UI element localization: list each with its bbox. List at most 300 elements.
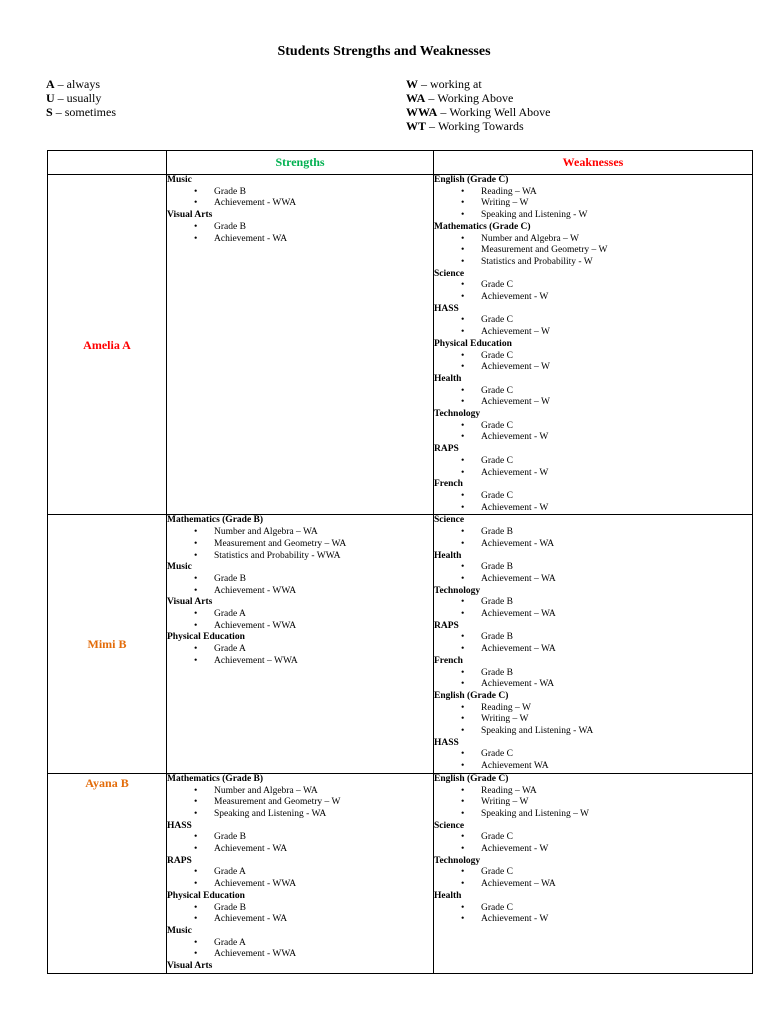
bullet-icon: • bbox=[194, 538, 198, 549]
item-text: Grade C bbox=[481, 902, 513, 913]
bullet-icon: • bbox=[194, 844, 198, 855]
bullet-icon: • bbox=[194, 609, 198, 620]
subject-item bbox=[434, 914, 752, 926]
legend-separator: – bbox=[428, 91, 435, 105]
bullet-icon: • bbox=[461, 679, 465, 690]
subject-item bbox=[434, 245, 752, 257]
subject-heading: Mathematics (Grade B) bbox=[167, 773, 264, 784]
student-name-cell bbox=[48, 773, 167, 973]
legend-item bbox=[406, 91, 551, 105]
subject-heading: Visual Arts bbox=[167, 210, 213, 221]
legend-meaning: always bbox=[66, 77, 100, 91]
bullet-icon: • bbox=[461, 256, 465, 267]
subject-item bbox=[434, 809, 752, 821]
subject-heading: Science bbox=[434, 515, 465, 526]
bullet-icon: • bbox=[461, 397, 465, 408]
item-text: Grade C bbox=[481, 280, 513, 291]
bullet-icon: • bbox=[194, 644, 198, 655]
subject-item bbox=[434, 797, 752, 809]
legend-meaning: Working Towards bbox=[438, 119, 524, 133]
subject-item bbox=[167, 621, 433, 633]
subject-item bbox=[434, 257, 752, 269]
subject-item bbox=[434, 362, 752, 374]
subject-item bbox=[167, 809, 433, 821]
bullet-icon: • bbox=[461, 362, 465, 373]
bullet-icon: • bbox=[461, 867, 465, 878]
subject-item bbox=[167, 867, 433, 879]
subject-item bbox=[434, 867, 752, 879]
item-text: Achievement - W bbox=[481, 432, 549, 443]
subject-item bbox=[434, 703, 752, 715]
item-text: Achievement - WWA bbox=[214, 949, 297, 960]
legend-meaning: usually bbox=[66, 91, 102, 105]
subject-item bbox=[434, 456, 752, 468]
subject-item bbox=[167, 527, 433, 539]
strengths-weaknesses-table bbox=[47, 150, 753, 974]
bullet-icon: • bbox=[461, 538, 465, 549]
bullet-icon: • bbox=[461, 455, 465, 466]
legend-frequency bbox=[46, 77, 116, 119]
strengths-cell bbox=[167, 773, 434, 973]
bullet-icon: • bbox=[194, 867, 198, 878]
item-text: Grade B bbox=[214, 221, 246, 232]
item-text: Achievement - WA bbox=[214, 844, 288, 855]
subject-group bbox=[434, 374, 752, 409]
legend-item bbox=[46, 77, 116, 91]
subject-item bbox=[434, 327, 752, 339]
subject-heading: Visual Arts bbox=[167, 961, 213, 972]
subject-item bbox=[434, 632, 752, 644]
subject-heading: Health bbox=[434, 890, 462, 901]
header-strengths: Strengths bbox=[167, 151, 434, 175]
bullet-icon: • bbox=[461, 644, 465, 655]
subject-item bbox=[167, 222, 433, 234]
subject-group bbox=[434, 774, 752, 821]
subject-heading: Visual Arts bbox=[167, 597, 213, 608]
item-text: Grade A bbox=[214, 644, 246, 655]
bullet-icon: • bbox=[194, 902, 198, 913]
student-name: Mimi B bbox=[87, 637, 127, 652]
subject-item bbox=[434, 468, 752, 480]
item-text: Writing – W bbox=[481, 198, 529, 209]
item-text: Achievement - WWA bbox=[214, 198, 297, 209]
page-title: Students Strengths and Weaknesses bbox=[277, 44, 491, 59]
legend-separator: – bbox=[57, 91, 64, 105]
subject-group bbox=[167, 210, 433, 245]
weaknesses-cell bbox=[434, 515, 753, 773]
subject-item bbox=[434, 679, 752, 691]
subject-group bbox=[434, 339, 752, 374]
bullet-icon: • bbox=[461, 327, 465, 338]
bullet-icon: • bbox=[194, 655, 198, 666]
legend-achievement bbox=[406, 77, 551, 133]
item-text: Writing – W bbox=[481, 714, 529, 725]
header-weaknesses: Weaknesses bbox=[434, 151, 753, 175]
weaknesses-cell bbox=[434, 175, 753, 515]
subject-group bbox=[434, 269, 752, 304]
bullet-icon: • bbox=[461, 350, 465, 361]
item-text: Achievement - W bbox=[481, 502, 549, 513]
item-text: Achievement - WWA bbox=[214, 879, 297, 890]
bullet-icon: • bbox=[461, 844, 465, 855]
item-text: Achievement - WA bbox=[214, 233, 288, 244]
subject-item bbox=[167, 198, 433, 210]
legend-code: W bbox=[406, 77, 418, 91]
strengths-cell bbox=[167, 175, 434, 515]
bullet-icon: • bbox=[194, 573, 198, 584]
bullet-icon: • bbox=[194, 949, 198, 960]
bullet-icon: • bbox=[461, 914, 465, 925]
legend-separator: – bbox=[57, 77, 64, 91]
bullet-icon: • bbox=[194, 797, 198, 808]
item-text: Measurement and Geometry – WA bbox=[214, 538, 347, 549]
item-text: Achievement - W bbox=[481, 467, 549, 478]
item-text: Speaking and Listening - W bbox=[481, 210, 588, 221]
subject-item bbox=[434, 714, 752, 726]
subject-item bbox=[167, 551, 433, 563]
item-text: Grade B bbox=[214, 573, 246, 584]
bullet-icon: • bbox=[461, 902, 465, 913]
item-text: Achievement – WA bbox=[481, 879, 556, 890]
subject-heading: HASS bbox=[167, 820, 192, 831]
subject-heading: Science bbox=[434, 268, 465, 279]
subject-group bbox=[434, 821, 752, 856]
bullet-icon: • bbox=[461, 186, 465, 197]
subject-item bbox=[167, 844, 433, 856]
bullet-icon: • bbox=[194, 914, 198, 925]
subject-heading: English (Grade C) bbox=[434, 773, 509, 784]
item-text: Measurement and Geometry – W bbox=[214, 797, 341, 808]
legend-separator: – bbox=[55, 105, 62, 119]
subject-group bbox=[434, 444, 752, 479]
subject-item bbox=[434, 386, 752, 398]
subject-item bbox=[434, 397, 752, 409]
table-body bbox=[48, 175, 753, 974]
bullet-icon: • bbox=[461, 245, 465, 256]
student-name: Amelia A bbox=[83, 337, 131, 352]
bullet-icon: • bbox=[194, 785, 198, 796]
bullet-icon: • bbox=[461, 714, 465, 725]
bullet-icon: • bbox=[461, 832, 465, 843]
subject-item bbox=[167, 938, 433, 950]
legend-item bbox=[406, 105, 551, 119]
subject-item bbox=[434, 609, 752, 621]
bullet-icon: • bbox=[194, 186, 198, 197]
subject-item bbox=[167, 832, 433, 844]
bullet-icon: • bbox=[461, 597, 465, 608]
item-text: Grade B bbox=[214, 832, 246, 843]
subject-heading: Mathematics (Grade C) bbox=[434, 221, 531, 232]
student-name-cell bbox=[48, 515, 167, 773]
subject-item bbox=[167, 234, 433, 246]
item-text: Grade A bbox=[214, 609, 246, 620]
item-text: Grade A bbox=[214, 937, 246, 948]
legend-meaning: sometimes bbox=[64, 105, 117, 119]
bullet-icon: • bbox=[461, 527, 465, 538]
subject-item bbox=[434, 726, 752, 738]
subject-item bbox=[434, 280, 752, 292]
legend-meaning: Working Above bbox=[437, 91, 514, 105]
bullet-icon: • bbox=[194, 221, 198, 232]
subject-heading: HASS bbox=[434, 737, 459, 748]
subject-group bbox=[434, 304, 752, 339]
subject-item bbox=[434, 539, 752, 551]
weaknesses-cell bbox=[434, 773, 753, 973]
subject-group bbox=[434, 586, 752, 621]
bullet-icon: • bbox=[461, 467, 465, 478]
subject-item bbox=[434, 668, 752, 680]
item-text: Achievement - W bbox=[481, 844, 549, 855]
item-text: Grade B bbox=[481, 527, 513, 538]
subject-heading: Health bbox=[434, 373, 462, 384]
legend-meaning: Working Well Above bbox=[449, 105, 551, 119]
item-text: Statistics and Probability - W bbox=[481, 256, 593, 267]
item-text: Achievement - W bbox=[481, 292, 549, 303]
subject-item bbox=[434, 234, 752, 246]
item-text: Grade C bbox=[481, 749, 513, 760]
bullet-icon: • bbox=[461, 315, 465, 326]
subject-heading: RAPS bbox=[434, 444, 459, 455]
subject-item bbox=[167, 586, 433, 598]
subject-heading: Music bbox=[167, 926, 192, 936]
subject-heading: Mathematics (Grade B) bbox=[167, 515, 264, 526]
subject-item bbox=[434, 761, 752, 773]
bullet-icon: • bbox=[461, 632, 465, 643]
legend-separator: – bbox=[421, 77, 427, 91]
subject-group bbox=[167, 562, 433, 597]
subject-heading: Science bbox=[434, 820, 465, 831]
bullet-icon: • bbox=[461, 609, 465, 620]
item-text: Grade C bbox=[481, 455, 513, 466]
subject-group bbox=[434, 222, 752, 269]
item-text: Achievement - WWA bbox=[214, 585, 297, 596]
item-text: Grade B bbox=[481, 562, 513, 573]
bullet-icon: • bbox=[461, 280, 465, 291]
item-text: Grade B bbox=[481, 632, 513, 643]
legend-item bbox=[46, 91, 116, 105]
subject-heading: RAPS bbox=[434, 620, 459, 631]
subject-item bbox=[167, 879, 433, 891]
item-text: Number and Algebra – WA bbox=[214, 785, 318, 796]
subject-heading: Music bbox=[167, 562, 192, 573]
item-text: Grade C bbox=[481, 350, 513, 361]
item-text: Achievement - WWA bbox=[214, 620, 297, 631]
subject-heading: Physical Education bbox=[167, 632, 245, 643]
bullet-icon: • bbox=[194, 233, 198, 244]
subject-item bbox=[434, 879, 752, 891]
item-text: Reading – W bbox=[481, 702, 531, 713]
subject-item bbox=[167, 574, 433, 586]
item-text: Achievement – WA bbox=[481, 609, 556, 620]
bullet-icon: • bbox=[461, 726, 465, 737]
item-text: Grade B bbox=[481, 597, 513, 608]
subject-group bbox=[434, 891, 752, 926]
subject-group bbox=[434, 856, 752, 891]
item-text: Grade C bbox=[481, 385, 513, 396]
subject-group bbox=[434, 691, 752, 738]
bullet-icon: • bbox=[194, 550, 198, 561]
subject-heading: Technology bbox=[434, 585, 481, 596]
item-text: Writing – W bbox=[481, 797, 529, 808]
item-text: Achievement - WA bbox=[214, 914, 288, 925]
legend-code: WT bbox=[406, 119, 427, 133]
legend-item bbox=[46, 105, 116, 119]
item-text: Grade B bbox=[214, 186, 246, 197]
student-name: Ayana B bbox=[85, 775, 129, 790]
subject-group bbox=[167, 597, 433, 632]
bullet-icon: • bbox=[194, 937, 198, 948]
student-row bbox=[48, 515, 753, 773]
item-text: Achievement - WA bbox=[481, 679, 555, 690]
subject-heading: French bbox=[434, 479, 463, 490]
subject-item bbox=[434, 527, 752, 539]
subject-heading: Music bbox=[167, 175, 192, 185]
subject-item bbox=[167, 786, 433, 798]
subject-item bbox=[434, 903, 752, 915]
subject-item bbox=[167, 656, 433, 668]
subject-group bbox=[167, 821, 433, 856]
subject-group bbox=[167, 926, 433, 961]
subject-group bbox=[167, 515, 433, 562]
item-text: Number and Algebra – W bbox=[481, 233, 579, 244]
bullet-icon: • bbox=[194, 808, 198, 819]
subject-heading: RAPS bbox=[167, 855, 192, 866]
legend-meaning: working at bbox=[430, 77, 482, 91]
legend-code: S bbox=[46, 105, 53, 119]
subject-group bbox=[434, 738, 752, 773]
table-header-row bbox=[48, 151, 753, 175]
subject-item bbox=[167, 187, 433, 199]
subject-group bbox=[434, 656, 752, 691]
bullet-icon: • bbox=[194, 585, 198, 596]
subject-item bbox=[434, 187, 752, 199]
bullet-icon: • bbox=[461, 198, 465, 209]
bullet-icon: • bbox=[461, 761, 465, 772]
subject-heading: Physical Education bbox=[167, 890, 245, 901]
subject-heading: Health bbox=[434, 550, 462, 561]
bullet-icon: • bbox=[461, 749, 465, 760]
legend-separator: – bbox=[440, 105, 447, 119]
table-header bbox=[48, 151, 753, 175]
subject-item bbox=[434, 421, 752, 433]
strengths-cell bbox=[167, 515, 434, 773]
item-text: Achievement – W bbox=[481, 397, 550, 408]
subject-heading: HASS bbox=[434, 303, 459, 314]
item-text: Speaking and Listening - WA bbox=[214, 808, 327, 819]
item-text: Grade C bbox=[481, 832, 513, 843]
item-text: Achievement – WA bbox=[481, 644, 556, 655]
subject-item bbox=[434, 574, 752, 586]
subject-item bbox=[434, 432, 752, 444]
item-text: Statistics and Probability - WWA bbox=[214, 550, 341, 561]
subject-item bbox=[434, 597, 752, 609]
subject-item bbox=[167, 797, 433, 809]
item-text: Speaking and Listening - WA bbox=[481, 726, 594, 737]
bullet-icon: • bbox=[461, 879, 465, 890]
bullet-icon: • bbox=[461, 562, 465, 573]
subject-item bbox=[434, 749, 752, 761]
bullet-icon: • bbox=[461, 490, 465, 501]
item-text: Achievement - W bbox=[481, 914, 549, 925]
bullet-icon: • bbox=[461, 702, 465, 713]
subject-item bbox=[434, 844, 752, 856]
subject-group bbox=[167, 632, 433, 667]
bullet-icon: • bbox=[461, 233, 465, 244]
item-text: Achievement – W bbox=[481, 362, 550, 373]
legend-code: A bbox=[46, 77, 55, 91]
subject-item bbox=[434, 644, 752, 656]
subject-group bbox=[167, 856, 433, 891]
subject-item bbox=[167, 949, 433, 961]
item-text: Grade C bbox=[481, 420, 513, 431]
item-text: Achievement – W bbox=[481, 327, 550, 338]
subject-heading: Technology bbox=[434, 409, 481, 420]
item-text: Achievement - WA bbox=[481, 538, 555, 549]
subject-item bbox=[434, 491, 752, 503]
bullet-icon: • bbox=[461, 785, 465, 796]
subject-group bbox=[434, 479, 752, 514]
item-text: Grade A bbox=[214, 867, 246, 878]
legend-code: WA bbox=[406, 91, 426, 105]
subject-heading: Technology bbox=[434, 855, 481, 866]
subject-item bbox=[167, 644, 433, 656]
bullet-icon: • bbox=[194, 879, 198, 890]
bullet-icon: • bbox=[461, 808, 465, 819]
legend-separator: – bbox=[429, 119, 436, 133]
item-text: Grade C bbox=[481, 867, 513, 878]
header-blank-cell bbox=[48, 151, 167, 175]
bullet-icon: • bbox=[461, 432, 465, 443]
student-name-cell bbox=[48, 175, 167, 515]
subject-item bbox=[434, 292, 752, 304]
bullet-icon: • bbox=[194, 620, 198, 631]
item-text: Achievement WA bbox=[481, 761, 549, 772]
bullet-icon: • bbox=[461, 210, 465, 221]
item-text: Grade B bbox=[481, 667, 513, 678]
subject-group bbox=[167, 175, 433, 210]
subject-item bbox=[434, 832, 752, 844]
bullet-icon: • bbox=[461, 420, 465, 431]
subject-item bbox=[434, 351, 752, 363]
subject-group bbox=[434, 515, 752, 550]
subject-item bbox=[167, 914, 433, 926]
bullet-icon: • bbox=[194, 832, 198, 843]
item-text: Grade C bbox=[481, 490, 513, 501]
subject-heading: Physical Education bbox=[434, 338, 512, 349]
subject-item bbox=[167, 903, 433, 915]
subject-item bbox=[434, 503, 752, 515]
subject-group bbox=[434, 175, 752, 222]
subject-group bbox=[167, 891, 433, 926]
item-text: Achievement – WWA bbox=[214, 655, 298, 666]
subject-heading: English (Grade C) bbox=[434, 175, 509, 185]
student-row bbox=[48, 773, 753, 973]
bullet-icon: • bbox=[461, 502, 465, 513]
bullet-icon: • bbox=[194, 198, 198, 209]
subject-group bbox=[434, 621, 752, 656]
subject-group bbox=[167, 961, 433, 973]
bullet-icon: • bbox=[461, 797, 465, 808]
legend-code: WWA bbox=[406, 105, 438, 119]
item-text: Grade C bbox=[481, 315, 513, 326]
subject-item bbox=[434, 315, 752, 327]
student-row bbox=[48, 175, 753, 515]
subject-heading: English (Grade C) bbox=[434, 690, 509, 701]
subject-heading: French bbox=[434, 655, 463, 666]
subject-item bbox=[434, 210, 752, 222]
item-text: Reading – WA bbox=[481, 186, 537, 197]
subject-group bbox=[434, 551, 752, 586]
